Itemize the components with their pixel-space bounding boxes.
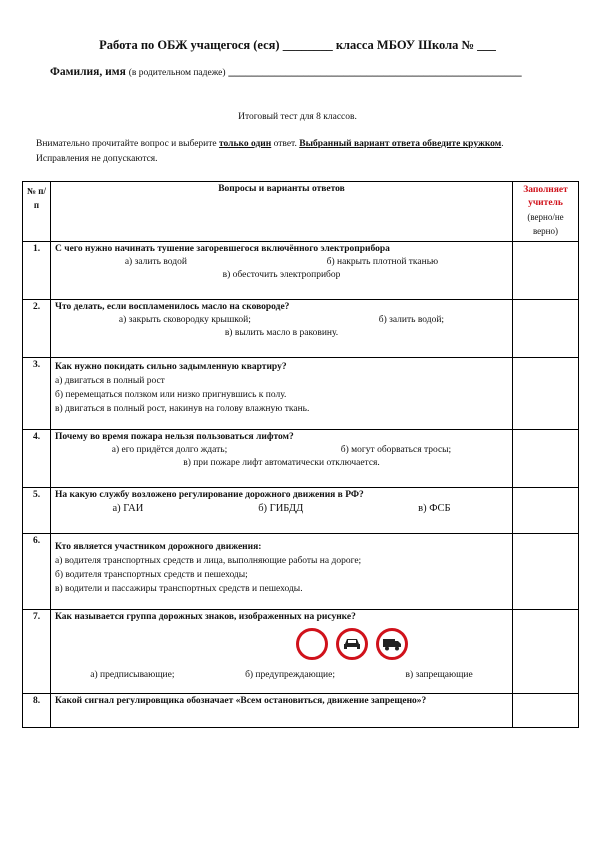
answer-b[interactable]: б) предупреждающие; [245,670,335,680]
answer-options [55,315,508,325]
question-number: 5. [23,488,51,534]
instructions-part-2: ответ. [271,139,300,149]
answer-c[interactable]: в) двигаться в полный рост, накинув на голову влажную ткань. [55,404,310,414]
question-text: Как нужно покидать сильно задымленную квартиру? [55,362,287,372]
answer-options [55,257,508,267]
question-number: 8. [23,694,51,728]
teacher-check-cell [513,534,579,610]
answer-a[interactable]: а) ГАИ [112,503,144,514]
question-text: С чего нужно начинать тушение загоревшегося включённого электроприбора [55,244,390,254]
answer-a[interactable]: а) его придётся долго ждать; [111,445,228,455]
instructions-part-1: Внимательно прочитайте вопрос и выберите [36,139,219,149]
road-signs-picture [195,628,508,660]
instructions-part-3: . Исправления не допускаются. [36,139,504,164]
teacher-check-cell [513,610,579,694]
question-number: 7. [23,610,51,694]
teacher-check-cell [513,488,579,534]
table-header-row [23,182,579,242]
header-questions: Вопросы и варианты ответов [51,182,513,242]
test-subtitle: Итоговый тест для 8 классов. [238,112,357,122]
answer-c[interactable]: в) ФСБ [418,503,451,514]
instructions-only-one: только один [219,139,272,149]
question-row [23,610,579,694]
no-trucks-sign-icon [376,628,408,660]
question-number: 6. [23,534,51,610]
question-row [23,430,579,488]
name-label: Фамилия, имя [50,66,126,78]
header-teacher [513,182,579,242]
answer-c[interactable]: в) вылить масло в раковину. [224,328,339,338]
question-cell [51,242,513,300]
question-number: 2. [23,300,51,358]
answer-c[interactable]: в) водители и пассажиры транспортных средств и пешеходы. [55,584,303,594]
answer-options [55,670,508,680]
question-row [23,534,579,610]
teacher-check-cell [513,430,579,488]
answer-c[interactable]: в) обесточить электроприбор [222,270,341,280]
question-text: Что делать, если воспламенилось масло на сковороде? [55,302,290,312]
teacher-check-cell [513,694,579,728]
question-cell [51,430,513,488]
question-text: Какой сигнал регулировщика обозначает «Всем остановиться, движение запрещено»? [55,696,427,706]
answer-b[interactable]: б) водителя транспортных средств и пешеходы; [55,570,248,580]
instructions-mark: Выбранный вариант ответа обведите кружком [299,139,502,149]
instructions [36,137,556,167]
question-row [23,300,579,358]
question-cell [51,534,513,610]
answer-options [55,445,508,455]
question-cell [51,694,513,728]
name-hint: (в родительном падеже) [128,68,226,78]
answer-options [55,503,508,514]
answer-b[interactable]: б) залить водой; [378,315,445,325]
question-row [23,694,579,728]
answer-a[interactable]: а) водителя транспортных средств и лица, выполняющие работы на дороге; [55,556,362,566]
worksheet-title: Работа по ОБЖ учащегося (еся) ________ класса МБОУ Школа № ___ [99,38,496,52]
question-text: Почему во время пожара нельзя пользоваться лифтом? [55,432,294,442]
answer-a[interactable]: а) предписывающие; [90,670,175,680]
answer-b[interactable]: б) могут оборваться тросы; [340,445,452,455]
question-cell [51,488,513,534]
question-text: Как называется группа дорожных знаков, изображенных на рисунке? [55,612,356,622]
teacher-check-cell [513,358,579,430]
header-number: № п/п [23,182,51,242]
name-blank: ___________________________________________________ [228,66,522,78]
question-cell [51,300,513,358]
question-cell [51,610,513,694]
question-text: На какую службу возложено регулирование дорожного движения в РФ? [55,490,364,500]
answer-a[interactable]: а) залить водой [124,257,187,267]
answer-b[interactable]: б) перемещаться ползком или низко пригнувшись к полу. [55,390,287,400]
no-vehicles-sign-icon [296,628,328,660]
header-teacher-note: (верно/не верно) [527,212,564,236]
answer-a[interactable]: а) двигаться в полный рост [55,376,165,386]
question-row [23,488,579,534]
teacher-check-cell [513,300,579,358]
answer-a[interactable]: а) закрыть сковородку крышкой; [118,315,251,325]
question-number: 4. [23,430,51,488]
no-cars-sign-icon [336,628,368,660]
answer-b[interactable]: б) накрыть плотной тканью [326,257,439,267]
question-number: 3. [23,358,51,430]
test-table [22,181,579,728]
question-row [23,242,579,300]
question-cell [51,358,513,430]
answer-c[interactable]: в) при пожаре лифт автоматически отключается. [183,458,380,468]
header-teacher-label: Заполняет учитель [523,185,568,208]
answer-b[interactable]: б) ГИБДД [258,503,304,514]
question-row [23,358,579,430]
question-number: 1. [23,242,51,300]
answer-c[interactable]: в) запрещающие [405,670,473,680]
teacher-check-cell [513,242,579,300]
question-text: Кто является участником дорожного движения: [55,542,262,552]
name-line [50,66,522,78]
